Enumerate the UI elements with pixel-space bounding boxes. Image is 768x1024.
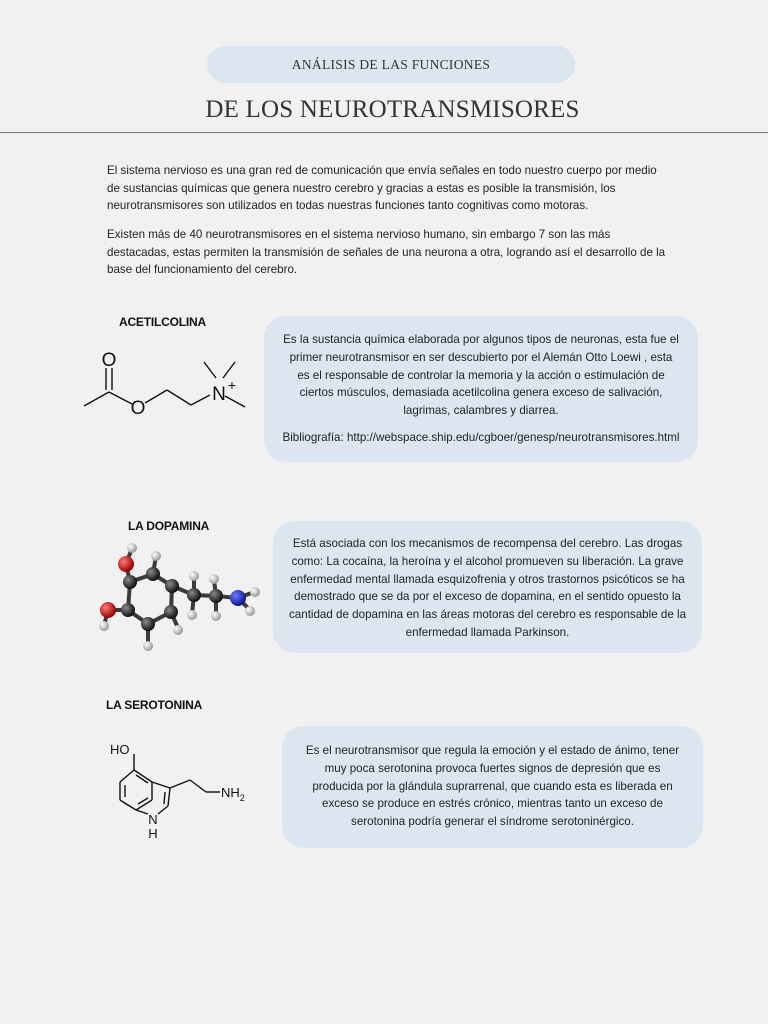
- header-subtitle: ANÁLISIS DE LAS FUNCIONES: [291, 56, 491, 72]
- atom-label-oxygen-ester: O: [130, 398, 146, 419]
- card-acetilcolina-text: Es la sustancia química elaborada por algunos tipos de neuronas, esta fue el primer neurotransmisor en ser descubierto por el Alemán Otto Loewi , esta es el responsable de controlar la memoria y la acción o estimulación de ciertos músculos, demasiada acetilcolina genera exceso de salivación, lagrimas, calambres y diarrea.: [283, 333, 679, 418]
- dopamine-3d-model-image: [92, 540, 262, 660]
- acetylcholine-structure-image: [80, 340, 250, 420]
- label-ring-hydrogen: H: [148, 826, 158, 841]
- section-title-acetilcolina: ACETILCOLINA: [119, 315, 206, 329]
- intro-paragraph-2: Existen más de 40 neurotransmisores en el sistema nervioso humano, sin embargo 7 son las más destacadas, estas permiten la transmisión de señales de una neurona a otra, logrando así el desarrollo de la base del funcionamiento del cerebro.: [107, 228, 666, 277]
- label-hydroxyl: HO: [110, 742, 130, 757]
- atom-label-nitrogen: N: [212, 384, 226, 405]
- card-acetilcolina-bibliography: Bibliografía: http://webspace.ship.edu/cgboer/genesp/neurotransmisores.html: [282, 430, 680, 444]
- atom-label-oxygen-carbonyl: O: [101, 350, 117, 371]
- title-divider: [0, 132, 768, 133]
- label-amine: $NH_2$: [221, 785, 245, 803]
- section-title-serotonina: LA SEROTONINA: [106, 698, 203, 712]
- header-subtitle-pill: [207, 46, 575, 83]
- section-title-dopamina: LA DOPAMINA: [128, 519, 210, 533]
- card-serotonina: [282, 726, 703, 848]
- atom-charge-plus: +: [227, 377, 237, 393]
- intro-paragraph-1: El sistema nervioso es una gran red de comunicación que envía señales en todo nuestro cuerpo por medio de sustancias químicas que genera nuestro cerebro y gracias a estas es posible la transmisión, los neurotransmisores son utilizados en todas nuestras funciones tanto cognitivas como motoras.: [107, 164, 657, 213]
- card-serotonina-text: Es el neurotransmisor que regula la emoción y el estado de ánimo, tener muy poca serotonina provoca fuertes signos de depresión que es producida por la glándula suprarrenal, que cuando esta es liberada en exceso se produce en estrés crónico, mientras tanto un exceso de serotonina podría generar el síndrome serotoninérgico.: [305, 744, 680, 829]
- label-ring-nitrogen: N: [148, 812, 158, 827]
- page-title: DE LOS NEUROTRANSMISORES: [205, 96, 580, 123]
- card-dopamina: [273, 521, 702, 653]
- serotonin-structure-image: [106, 738, 256, 848]
- card-acetilcolina: [264, 316, 698, 462]
- card-dopamina-text: Está asociada con los mecanismos de recompensa del cerebro. Las drogas como: La cocaína, la heroína y el alcohol promueven su liberación. La grave enfermedad mental llamada esquizofrenia y otros trastornos psicóticos se ha demostrado que se da por el exceso de dopamina, en el sentido opuesto la cantidad de dopamina en las áreas motoras del cerebro es responsable de la enfermedad llamada Parkinson.: [289, 537, 687, 639]
